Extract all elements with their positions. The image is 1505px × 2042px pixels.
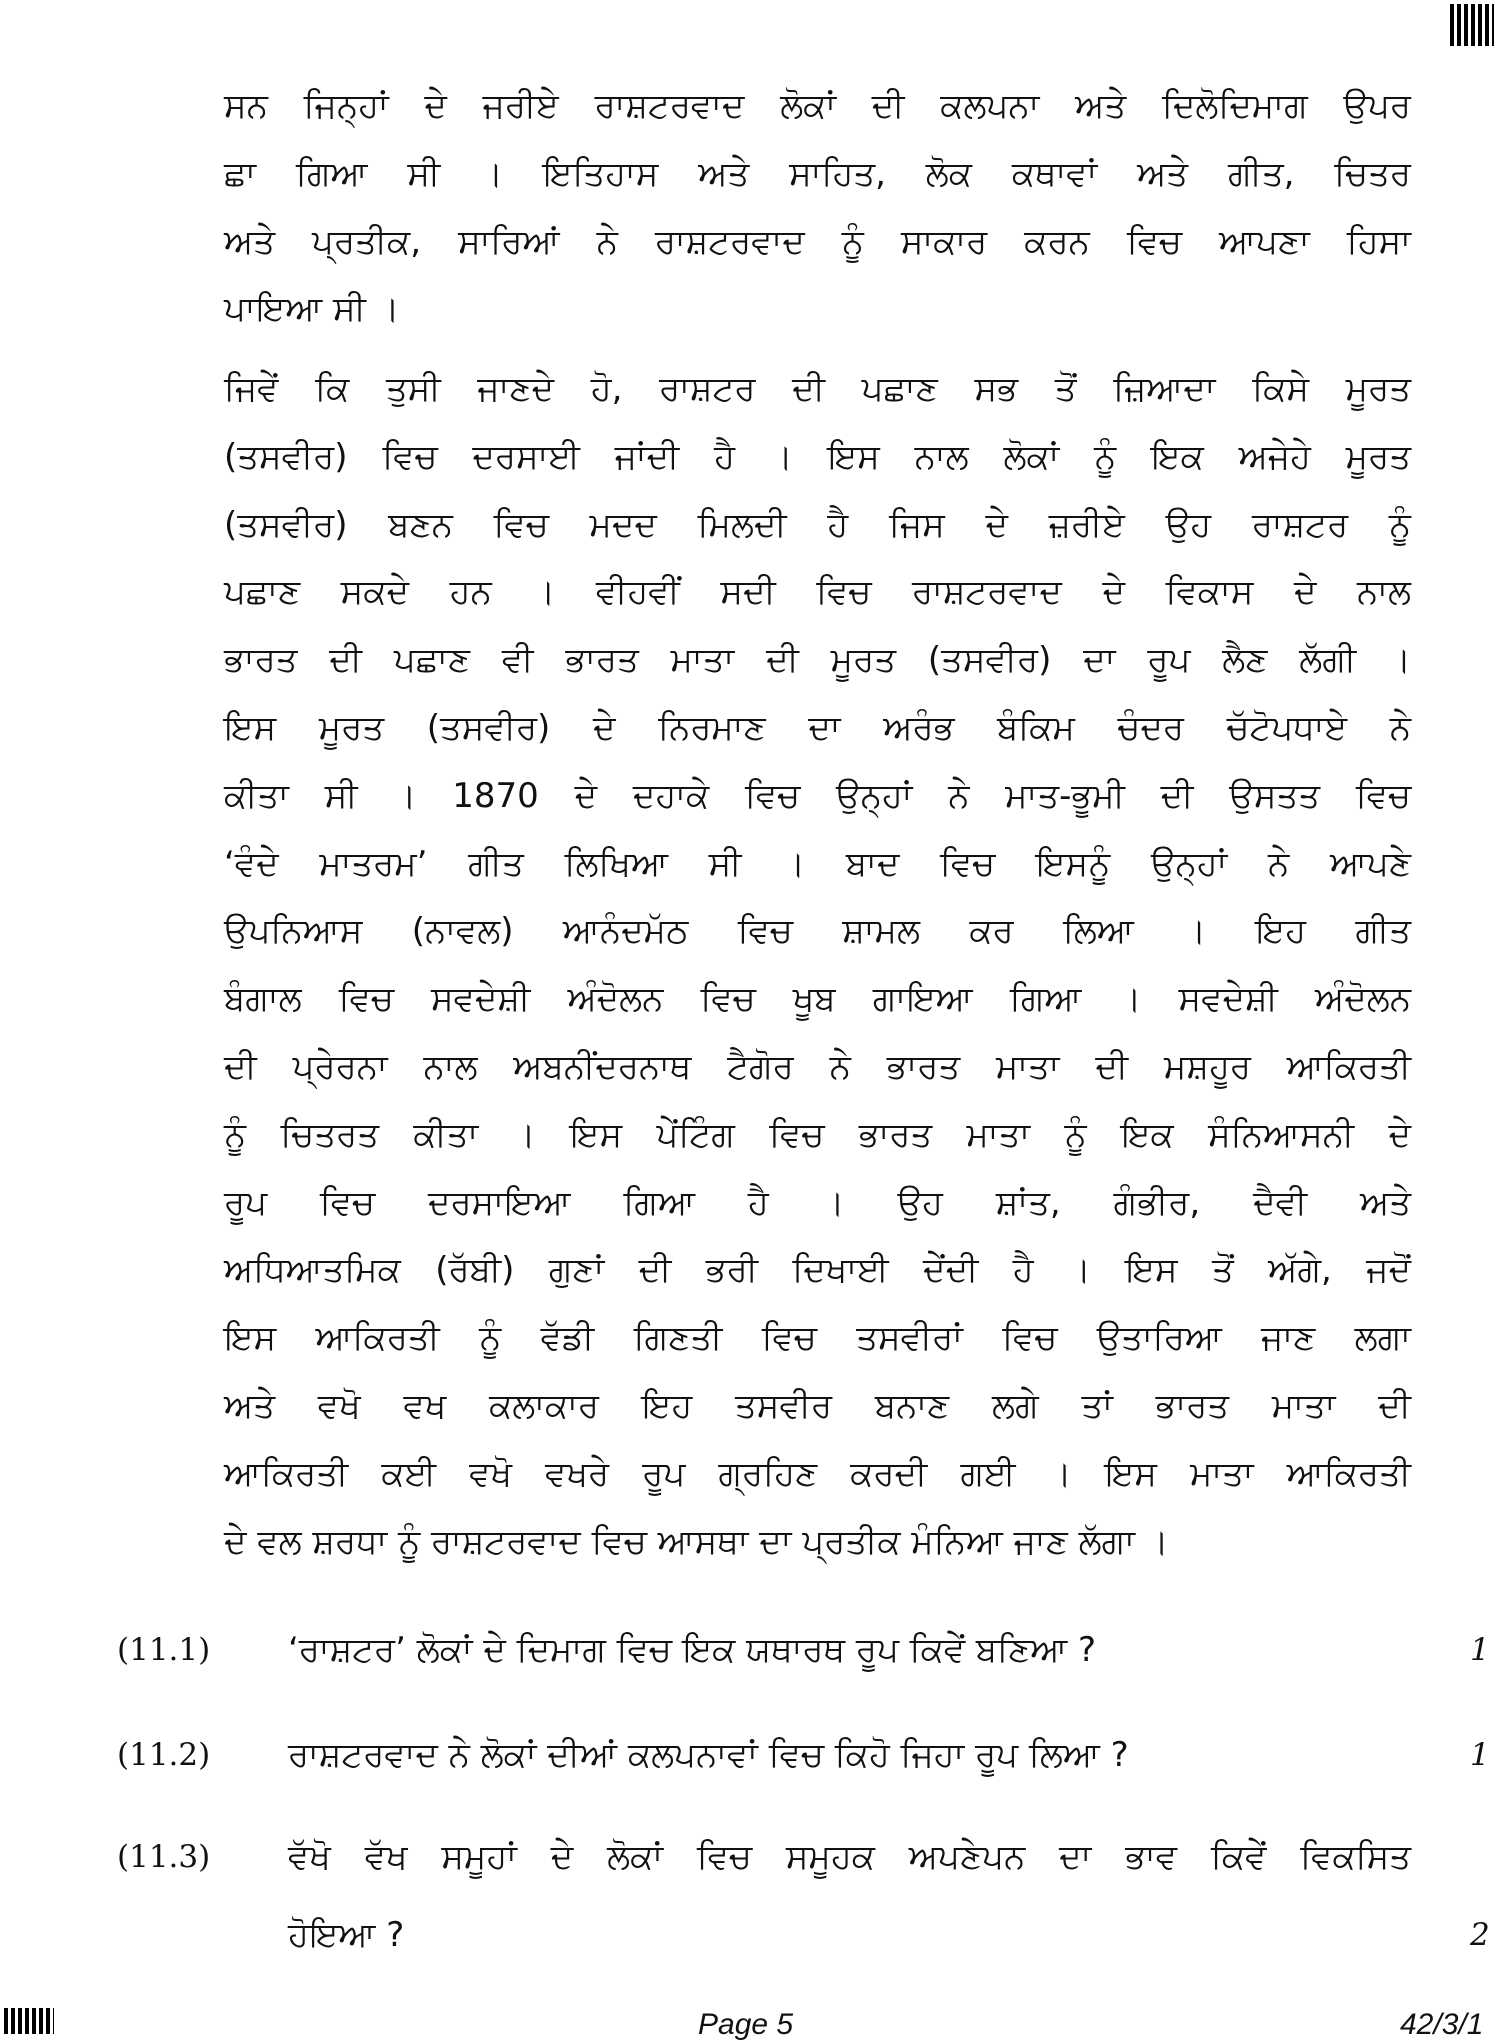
paragraph-line: (ਤਸਵੀਰ) ਵਿਚ ਦਰਸਾਈ ਜਾਂਦੀ ਹੈ । ਇਸ ਨਾਲ ਲੋਕਾਂ ਨੂੰ ਇਕ ਅਜੇਹੇ ਮੂਰਤ bbox=[224, 436, 1411, 477]
qr-code-top bbox=[1450, 4, 1494, 46]
question-marks: 1 bbox=[1470, 1632, 1490, 1668]
paragraph-line: ਅਤੇ ਵਖੋ ਵਖ ਕਲਾਕਾਰ ਇਹ ਤਸਵੀਰ ਬਨਾਣ ਲਗੇ ਤਾਂ ਭਾਰਤ ਮਾਤਾ ਦੀ bbox=[224, 1386, 1411, 1426]
paragraph-line: ਸਨ ਜਿਨ੍ਹਾਂ ਦੇ ਜਰੀਏ ਰਾਸ਼ਟਰਵਾਦ ਲੋਕਾਂ ਦੀ ਕਲਪਨਾ ਅਤੇ ਦਿਲੋਦਿਮਾਗ ਉਪਰ bbox=[224, 86, 1411, 126]
paragraph-line: ਅਧਿਆਤਮਿਕ (ਰੱਬੀ) ਗੁਣਾਂ ਦੀ ਭਰੀ ਦਿਖਾਈ ਦੇਂਦੀ ਹੈ । ਇਸ ਤੋਂ ਅੱਗੇ, ਜਦੋਂ bbox=[224, 1250, 1411, 1291]
question-number: (11.1) bbox=[117, 1632, 211, 1668]
paper-code: 42/3/1 bbox=[1400, 2008, 1484, 2041]
paragraph-line: ਛਾ ਗਿਆ ਸੀ । ਇਤਿਹਾਸ ਅਤੇ ਸਾਹਿਤ, ਲੋਕ ਕਥਾਵਾਂ ਅਤੇ ਗੀਤ, ਚਿਤਰ bbox=[224, 153, 1411, 194]
paragraph-line: ਦੀ ਪ੍ਰੇਰਨਾ ਨਾਲ ਅਬਨੀਂਦਰਨਾਥ ਟੈਗੋਰ ਨੇ ਭਾਰਤ ਮਾਤਾ ਦੀ ਮਸ਼ਹੂਰ ਆਕਿਰਤੀ bbox=[224, 1047, 1411, 1087]
paragraph-line: ਬੰਗਾਲ ਵਿਚ ਸਵਦੇਸ਼ੀ ਅੰਦੋਲਨ ਵਿਚ ਖੂਬ ਗਾਇਆ ਗਿਆ । ਸਵਦੇਸ਼ੀ ਅੰਦੋਲਨ bbox=[224, 979, 1411, 1020]
paragraph-line: ਉਪਨਿਆਸ (ਨਾਵਲ) ਆਨੰਦਮੱਠ ਵਿਚ ਸ਼ਾਮਲ ਕਰ ਲਿਆ । ਇਹ ਗੀਤ bbox=[224, 911, 1411, 952]
paragraph-line: ਭਾਰਤ ਦੀ ਪਛਾਣ ਵੀ ਭਾਰਤ ਮਾਤਾ ਦੀ ਮੂਰਤ (ਤਸਵੀਰ) ਦਾ ਰੂਪ ਲੈਣ ਲੱਗੀ । bbox=[224, 640, 1411, 681]
question-marks: 2 bbox=[1470, 1917, 1490, 1953]
question-marks: 1 bbox=[1470, 1737, 1490, 1773]
question-number: (11.2) bbox=[117, 1737, 211, 1773]
qr-code-bottom bbox=[4, 2008, 54, 2034]
paragraph-line: ਰੂਪ ਵਿਚ ਦਰਸਾਇਆ ਗਿਆ ਹੈ । ਉਹ ਸ਼ਾਂਤ, ਗੰਭੀਰ, ਦੈਵੀ ਅਤੇ bbox=[224, 1182, 1411, 1223]
paragraph-line: ਇਸ ਆਕਿਰਤੀ ਨੂੰ ਵੱਡੀ ਗਿਣਤੀ ਵਿਚ ਤਸਵੀਰਾਂ ਵਿਚ ਉਤਾਰਿਆ ਜਾਣ ਲਗਾ bbox=[224, 1318, 1411, 1359]
question-text: ਵੱਖੋ ਵੱਖ ਸਮੂਹਾਂ ਦੇ ਲੋਕਾਂ ਵਿਚ ਸਮੂਹਕ ਅਪਣੇਪਨ ਦਾ ਭਾਵ ਕਿਵੇਂ ਵਿਕਸਿਤ bbox=[288, 1837, 1411, 1877]
question-text: ‘ਰਾਸ਼ਟਰ’ ਲੋਕਾਂ ਦੇ ਦਿਮਾਗ ਵਿਚ ਇਕ ਯਥਾਰਥ ਰੂਪ ਕਿਵੇਂ ਬਣਿਆ ? bbox=[288, 1630, 1097, 1670]
paragraph-line: ਨੂੰ ਚਿਤਰਤ ਕੀਤਾ । ਇਸ ਪੇਂਟਿੰਗ ਵਿਚ ਭਾਰਤ ਮਾਤਾ ਨੂੰ ਇਕ ਸੰਨਿਆਸਨੀ ਦੇ bbox=[224, 1114, 1411, 1155]
paragraph-line: ਕੀਤਾ ਸੀ । 1870 ਦੇ ਦਹਾਕੇ ਵਿਚ ਉਨ੍ਹਾਂ ਨੇ ਮਾਤ-ਭੂਮੀ ਦੀ ਉਸਤਤ ਵਿਚ bbox=[224, 775, 1411, 816]
paragraph-line: ਦੇ ਵਲ ਸ਼ਰਧਾ ਨੂੰ ਰਾਸ਼ਟਰਵਾਦ ਵਿਚ ਆਸਥਾ ਦਾ ਪ੍ਰਤੀਕ ਮੰਨਿਆ ਜਾਣ ਲੱਗਾ । bbox=[224, 1521, 1169, 1562]
paragraph-line: ਪਾਇਆ ਸੀ । bbox=[224, 289, 400, 330]
question-text-continued: ਹੋਇਆ ? bbox=[288, 1915, 405, 1955]
paragraph-line: ਪਛਾਣ ਸਕਦੇ ਹਨ । ਵੀਹਵੀਂ ਸਦੀ ਵਿਚ ਰਾਸ਼ਟਰਵਾਦ ਦੇ ਵਿਕਾਸ ਦੇ ਨਾਲ bbox=[224, 572, 1411, 613]
page-number: Page 5 bbox=[698, 2008, 794, 2041]
paragraph-line: ਜਿਵੇਂ ਕਿ ਤੁਸੀ ਜਾਣਦੇ ਹੋ, ਰਾਸ਼ਟਰ ਦੀ ਪਛਾਣ ਸਭ ਤੋਂ ਜ਼ਿਆਦਾ ਕਿਸੇ ਮੂਰਤ bbox=[224, 369, 1411, 409]
question-text: ਰਾਸ਼ਟਰਵਾਦ ਨੇ ਲੋਕਾਂ ਦੀਆਂ ਕਲਪਨਾਵਾਂ ਵਿਚ ਕਿਹੋ ਜਿਹਾ ਰੂਪ ਲਿਆ ? bbox=[288, 1735, 1129, 1775]
paragraph-line: ਅਤੇ ਪ੍ਰਤੀਕ, ਸਾਰਿਆਂ ਨੇ ਰਾਸ਼ਟਰਵਾਦ ਨੂੰ ਸਾਕਾਰ ਕਰਨ ਵਿਚ ਆਪਣਾ ਹਿਸਾ bbox=[224, 221, 1411, 262]
paragraph-line: ਇਸ ਮੂਰਤ (ਤਸਵੀਰ) ਦੇ ਨਿਰਮਾਣ ਦਾ ਅਰੰਭ ਬੰਕਿਮ ਚੰਦਰ ਚੱਟੋਪਧਾਏ ਨੇ bbox=[224, 708, 1411, 748]
paragraph-line: (ਤਸਵੀਰ) ਬਣਨ ਵਿਚ ਮਦਦ ਮਿਲਦੀ ਹੈ ਜਿਸ ਦੇ ਜ਼ਰੀਏ ਉਹ ਰਾਸ਼ਟਰ ਨੂੰ bbox=[224, 504, 1411, 545]
paragraph-line: ‘ਵੰਦੇ ਮਾਤਰਮ’ ਗੀਤ ਲਿਖਿਆ ਸੀ । ਬਾਦ ਵਿਚ ਇਸਨੂੰ ਉਨ੍ਹਾਂ ਨੇ ਆਪਣੇ bbox=[224, 843, 1411, 884]
question-number: (11.3) bbox=[117, 1839, 211, 1875]
paragraph-line: ਆਕਿਰਤੀ ਕਈ ਵਖੋ ਵਖਰੇ ਰੂਪ ਗ੍ਰਹਿਣ ਕਰਦੀ ਗਈ । ਇਸ ਮਾਤਾ ਆਕਿਰਤੀ bbox=[224, 1453, 1411, 1494]
